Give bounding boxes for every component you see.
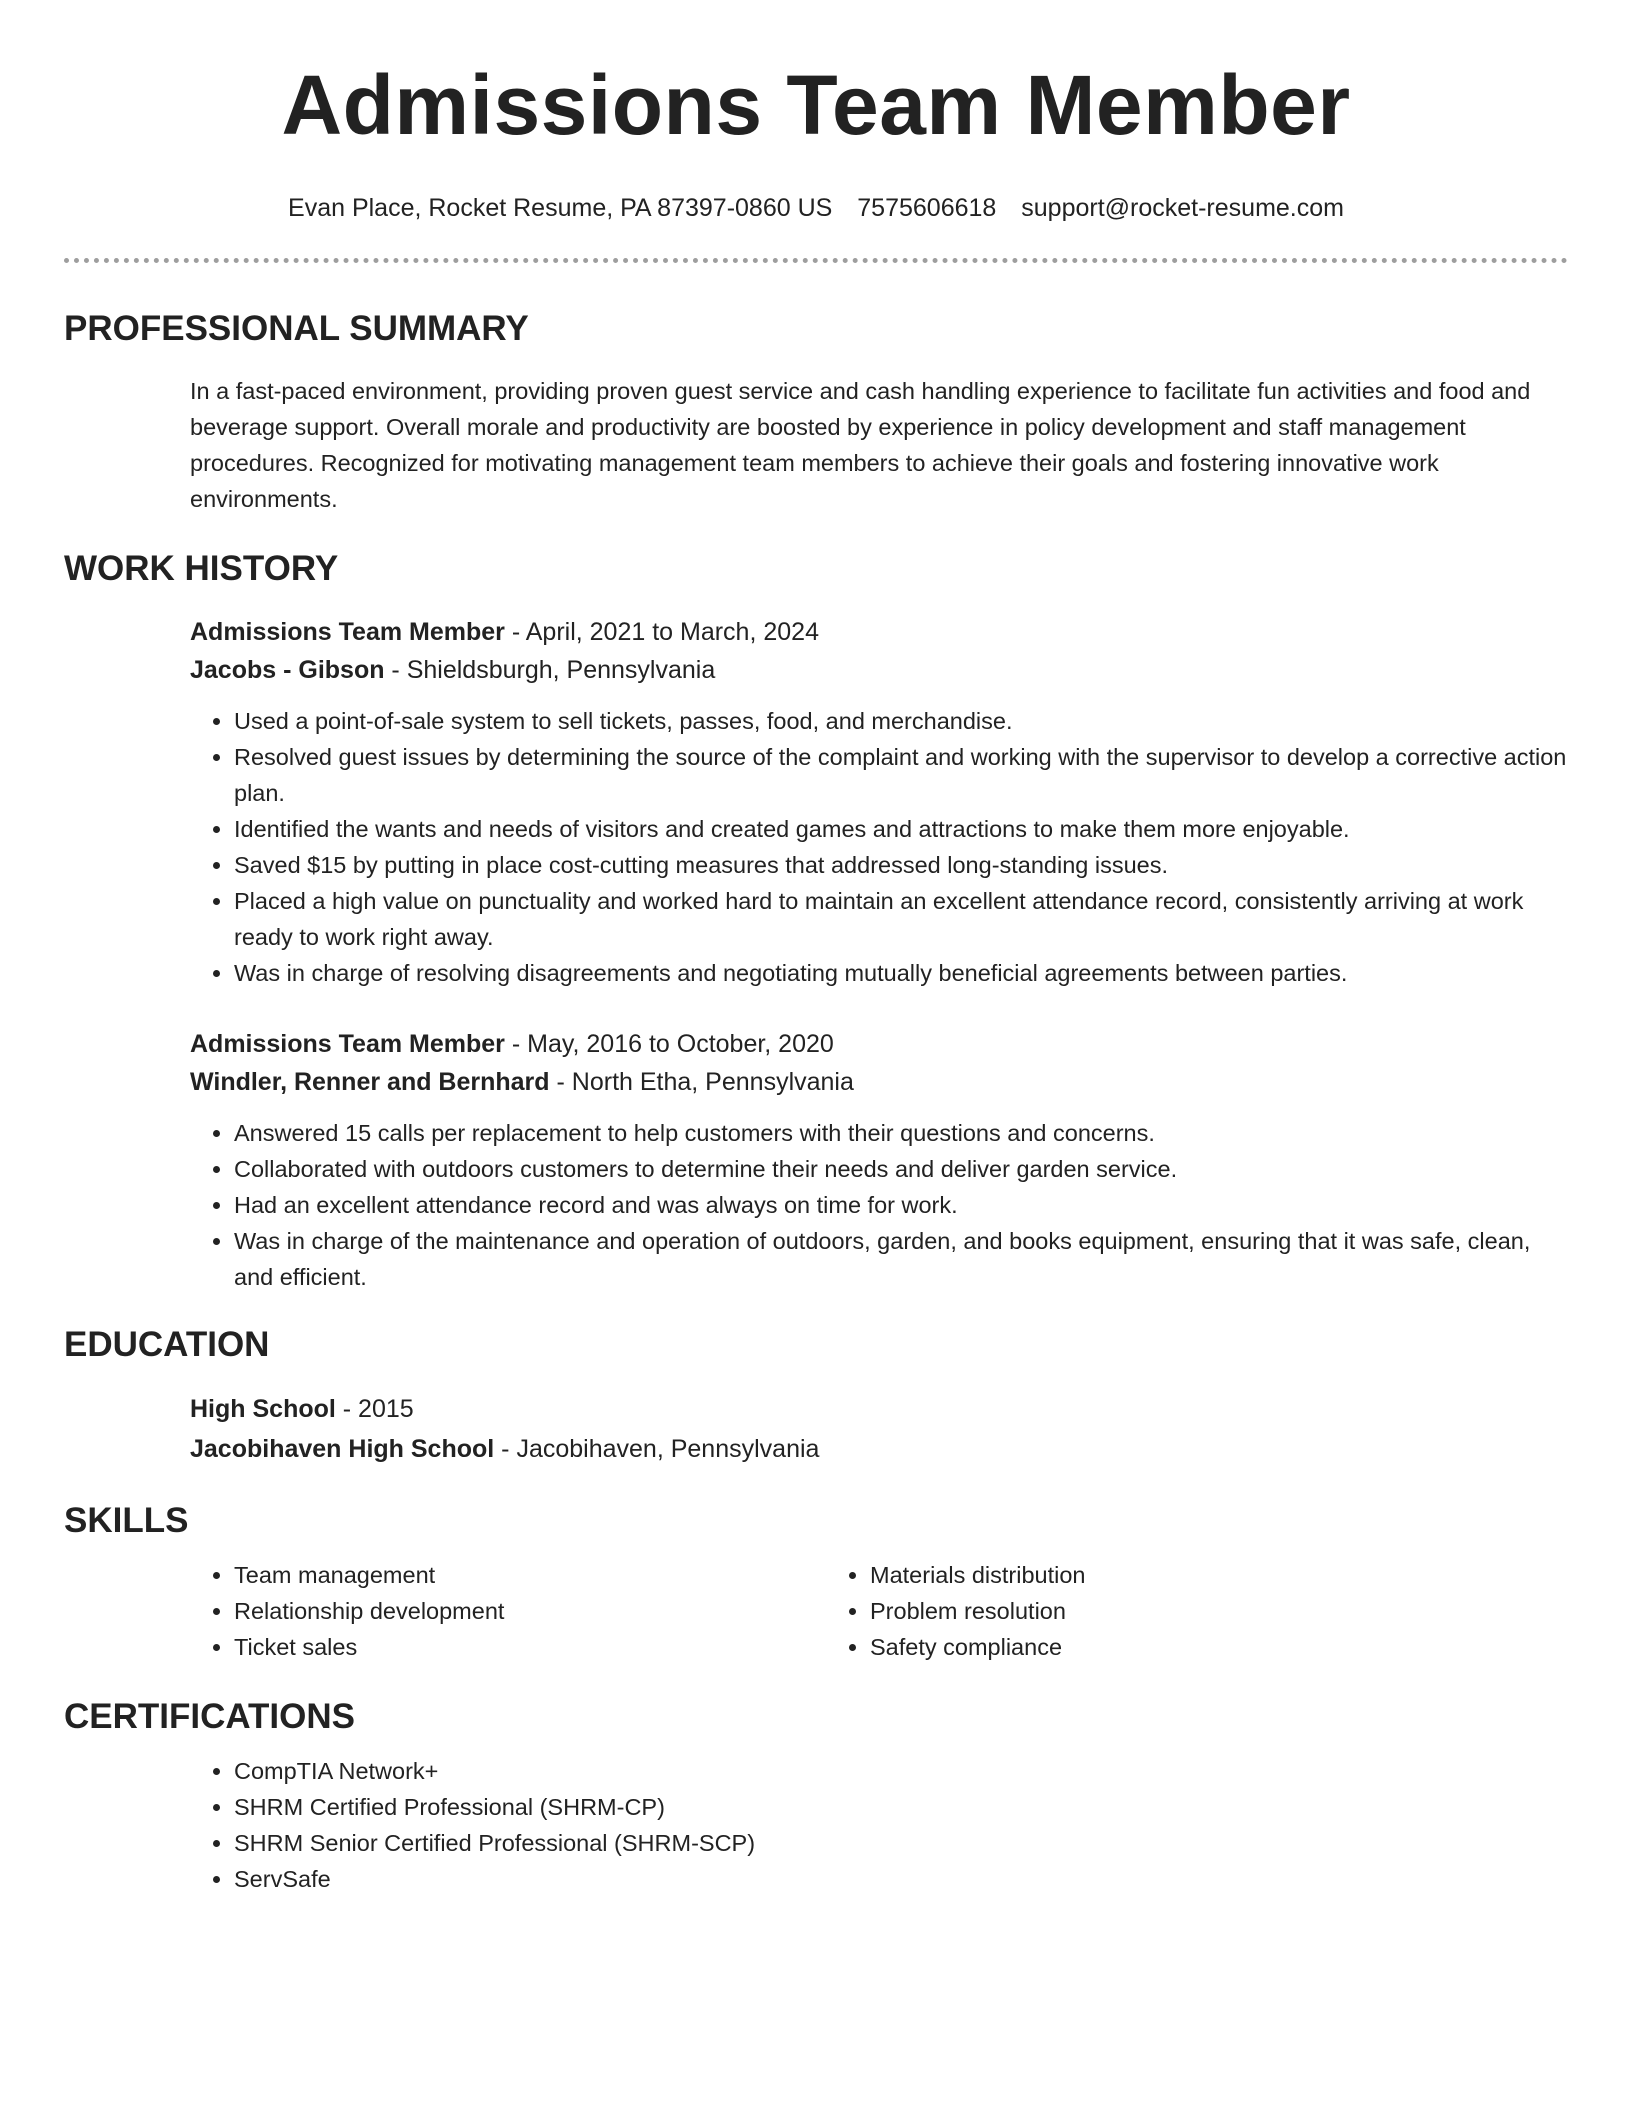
summary-heading: PROFESSIONAL SUMMARY xyxy=(64,309,529,348)
skills-list-left xyxy=(190,1557,826,1665)
education-heading: EDUCATION xyxy=(64,1325,270,1364)
education-degree-line xyxy=(190,1389,1568,1429)
list-item: • Ticket sales xyxy=(234,1629,826,1665)
list-item: • ServSafe xyxy=(234,1861,1568,1897)
list-item: • Used a point-of-sale system to sell tickets, passes, food, and merchandise. xyxy=(234,703,1568,739)
skills-heading: SKILLS xyxy=(64,1501,189,1540)
list-item: • SHRM Senior Certified Professional (SHRM-SCP) xyxy=(234,1825,1568,1861)
education-section xyxy=(64,1323,1568,1469)
candidate-name: Admissions Team Member xyxy=(281,58,1351,152)
job-role: Admissions Team Member xyxy=(190,1030,505,1058)
job-entry xyxy=(190,1025,1568,1295)
certifications-list xyxy=(190,1753,1568,1897)
list-item: • Was in charge of resolving disagreements and negotiating mutually beneficial agreements between parties. xyxy=(234,955,1568,991)
list-item: • Problem resolution xyxy=(870,1593,1462,1629)
list-item: • Saved $15 by putting in place cost-cutting measures that addressed long-standing issues. xyxy=(234,847,1568,883)
resume-header xyxy=(64,0,1568,263)
job-company-line xyxy=(190,1063,1568,1101)
summary-text: In a fast-paced environment, providing proven guest service and cash handling experience to facilitate fun activities and food and beverage support. Overall morale and productivity are boosted by experience in policy development and staff management procedures. Recognized for motivating management team members to achieve their goals and fostering innovative work environments. xyxy=(190,378,1531,512)
skills-section xyxy=(64,1499,1568,1665)
contact-phone: 7575606618 xyxy=(857,194,997,222)
list-item: • Was in charge of the maintenance and operation of outdoors, garden, and books equipment, ensuring that it was safe, clean, and efficient. xyxy=(234,1223,1568,1295)
list-item: • Safety compliance xyxy=(870,1629,1462,1665)
job-company: Windler, Renner and Bernhard xyxy=(190,1068,550,1096)
job-dates: - May, 2016 to October, 2020 xyxy=(504,1030,834,1058)
job-role: Admissions Team Member xyxy=(190,618,505,646)
list-item: • Answered 15 calls per replacement to help customers with their questions and concerns. xyxy=(234,1115,1568,1151)
list-item: • Had an excellent attendance record and was always on time for work. xyxy=(234,1187,1568,1223)
list-item: • Collaborated with outdoors customers to determine their needs and deliver garden service. xyxy=(234,1151,1568,1187)
education-year: - 2015 xyxy=(335,1395,414,1423)
job-dates: - April, 2021 to March, 2024 xyxy=(504,618,819,646)
list-item: • Identified the wants and needs of visitors and created games and attractions to make them more enjoyable. xyxy=(234,811,1568,847)
job-title-line xyxy=(190,613,1568,651)
job-company-line xyxy=(190,651,1568,689)
job-company: Jacobs - Gibson xyxy=(190,656,385,684)
list-item: • SHRM Certified Professional (SHRM-CP) xyxy=(234,1789,1568,1825)
certifications-section xyxy=(64,1695,1568,1897)
job-duties-list xyxy=(190,1115,1568,1295)
list-item: • Team management xyxy=(234,1557,826,1593)
skills-grid xyxy=(190,1557,1568,1665)
job-location: - Shieldsburgh, Pennsylvania xyxy=(384,656,716,684)
contact-line xyxy=(64,192,1568,224)
job-location: - North Etha, Pennsylvania xyxy=(549,1068,854,1096)
certifications-heading: CERTIFICATIONS xyxy=(64,1697,356,1736)
education-school-line xyxy=(190,1429,1568,1469)
job-duties-list xyxy=(190,703,1568,991)
skills-list-right xyxy=(826,1557,1462,1665)
list-item: • Materials distribution xyxy=(870,1557,1462,1593)
list-item: • CompTIA Network+ xyxy=(234,1753,1568,1789)
list-item: • Relationship development xyxy=(234,1593,826,1629)
list-item: • Resolved guest issues by determining the source of the complaint and working with the supervisor to develop a corrective action plan. xyxy=(234,739,1568,811)
contact-email: support@rocket-resume.com xyxy=(1021,194,1344,222)
work-history-heading: WORK HISTORY xyxy=(64,549,339,588)
job-entry xyxy=(190,613,1568,991)
education-degree: High School xyxy=(190,1395,336,1423)
education-school: Jacobihaven High School xyxy=(190,1435,495,1463)
education-location: - Jacobihaven, Pennsylvania xyxy=(494,1435,820,1463)
header-divider xyxy=(64,258,1568,263)
list-item: • Placed a high value on punctuality and worked hard to maintain an excellent attendance record, consistently arriving at work ready to work right away. xyxy=(234,883,1568,955)
work-history-section xyxy=(64,547,1568,1295)
job-title-line xyxy=(190,1025,1568,1063)
summary-section xyxy=(64,307,1568,517)
contact-address: Evan Place, Rocket Resume, PA 87397-0860 US xyxy=(288,194,833,222)
